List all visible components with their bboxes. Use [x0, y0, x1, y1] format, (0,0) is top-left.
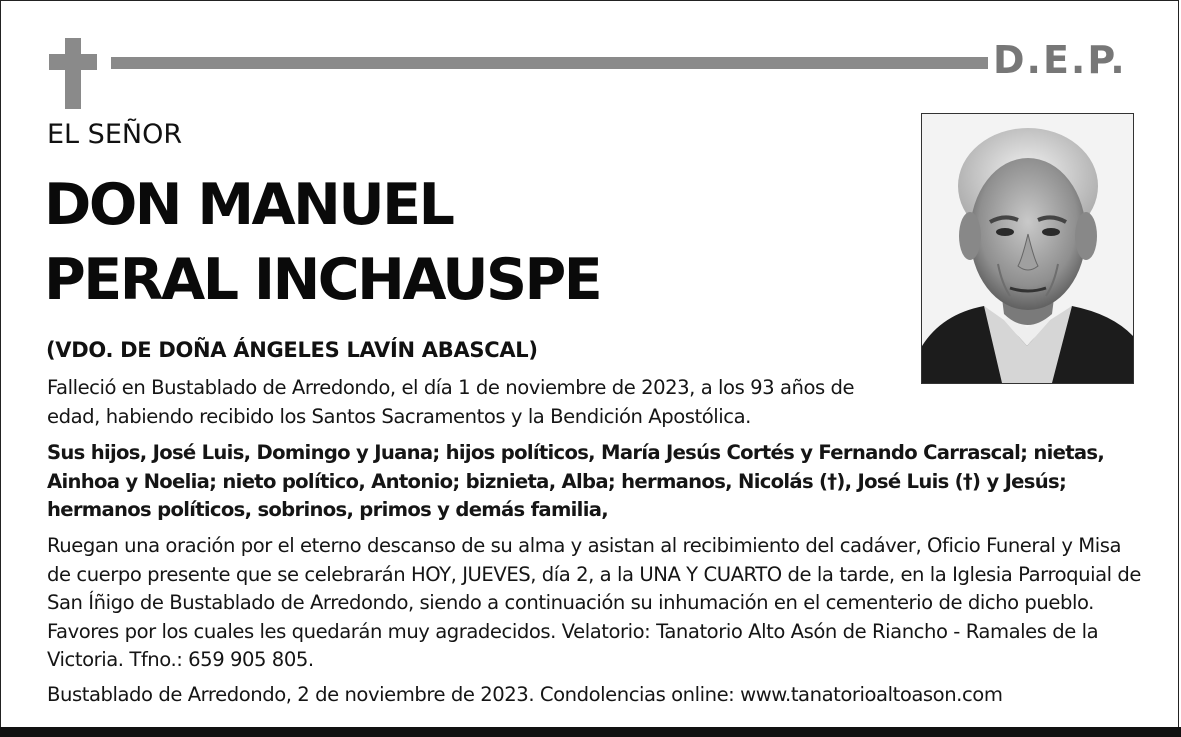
- bottom-rule: [0, 727, 1181, 737]
- honorific: EL SEÑOR: [47, 119, 183, 150]
- family-list: Sus hijos, José Luis, Domingo y Juana; hijos políticos, María Jesús Cortés y Fernando Carrascal; nietas, Ainhoa y Noelia; nieto político, Antonio; biznieta, Alba; hermanos, Nicolás (†), José Luis (†) y Jesús; hermanos políticos, sobrinos, primos y demás familia,: [47, 441, 1105, 521]
- widower-of: (VDO. DE DOÑA ÁNGELES LAVÍN ABASCAL): [46, 338, 538, 362]
- funeral-request: Ruegan una oración por el eterno descanso de su alma y asistan al recibimiento del cadáver, Oficio Funeral y Misa de cuerpo presente que se celebrarán HOY, JUEVES, día 2, a la UNA Y CUARTO de la tarde, en la Iglesia Parroquial de San Íñigo de Bustablado de Arredondo, siendo a continuación su inhumación en el cementerio de dicho pueblo. Favores por los cuales les quedarán muy agradecidos. Velatorio: Tanatorio Alto Asón de Riancho - Ramales de la Victoria. Tfno.: 659 905 805.: [47, 534, 1142, 672]
- footer-line: Bustablado de Arredondo, 2 de noviembre de 2023. Condolencias online: www.tanatorioaltoason.com: [47, 683, 1003, 706]
- name-line-1: DON MANUEL: [44, 172, 453, 238]
- deceased-name: [44, 168, 864, 318]
- death-notice: Falleció en Bustablado de Arredondo, el día 1 de noviembre de 2023, a los 93 años de edad, habiendo recibido los Santos Sacramentos y la Bendición Apostólica.: [47, 376, 855, 428]
- dep-label: D.E.P.: [993, 38, 1127, 82]
- portrait-photo: [921, 113, 1134, 384]
- header-rule: [111, 57, 988, 69]
- name-line-2: PERAL INCHAUSPE: [44, 247, 601, 313]
